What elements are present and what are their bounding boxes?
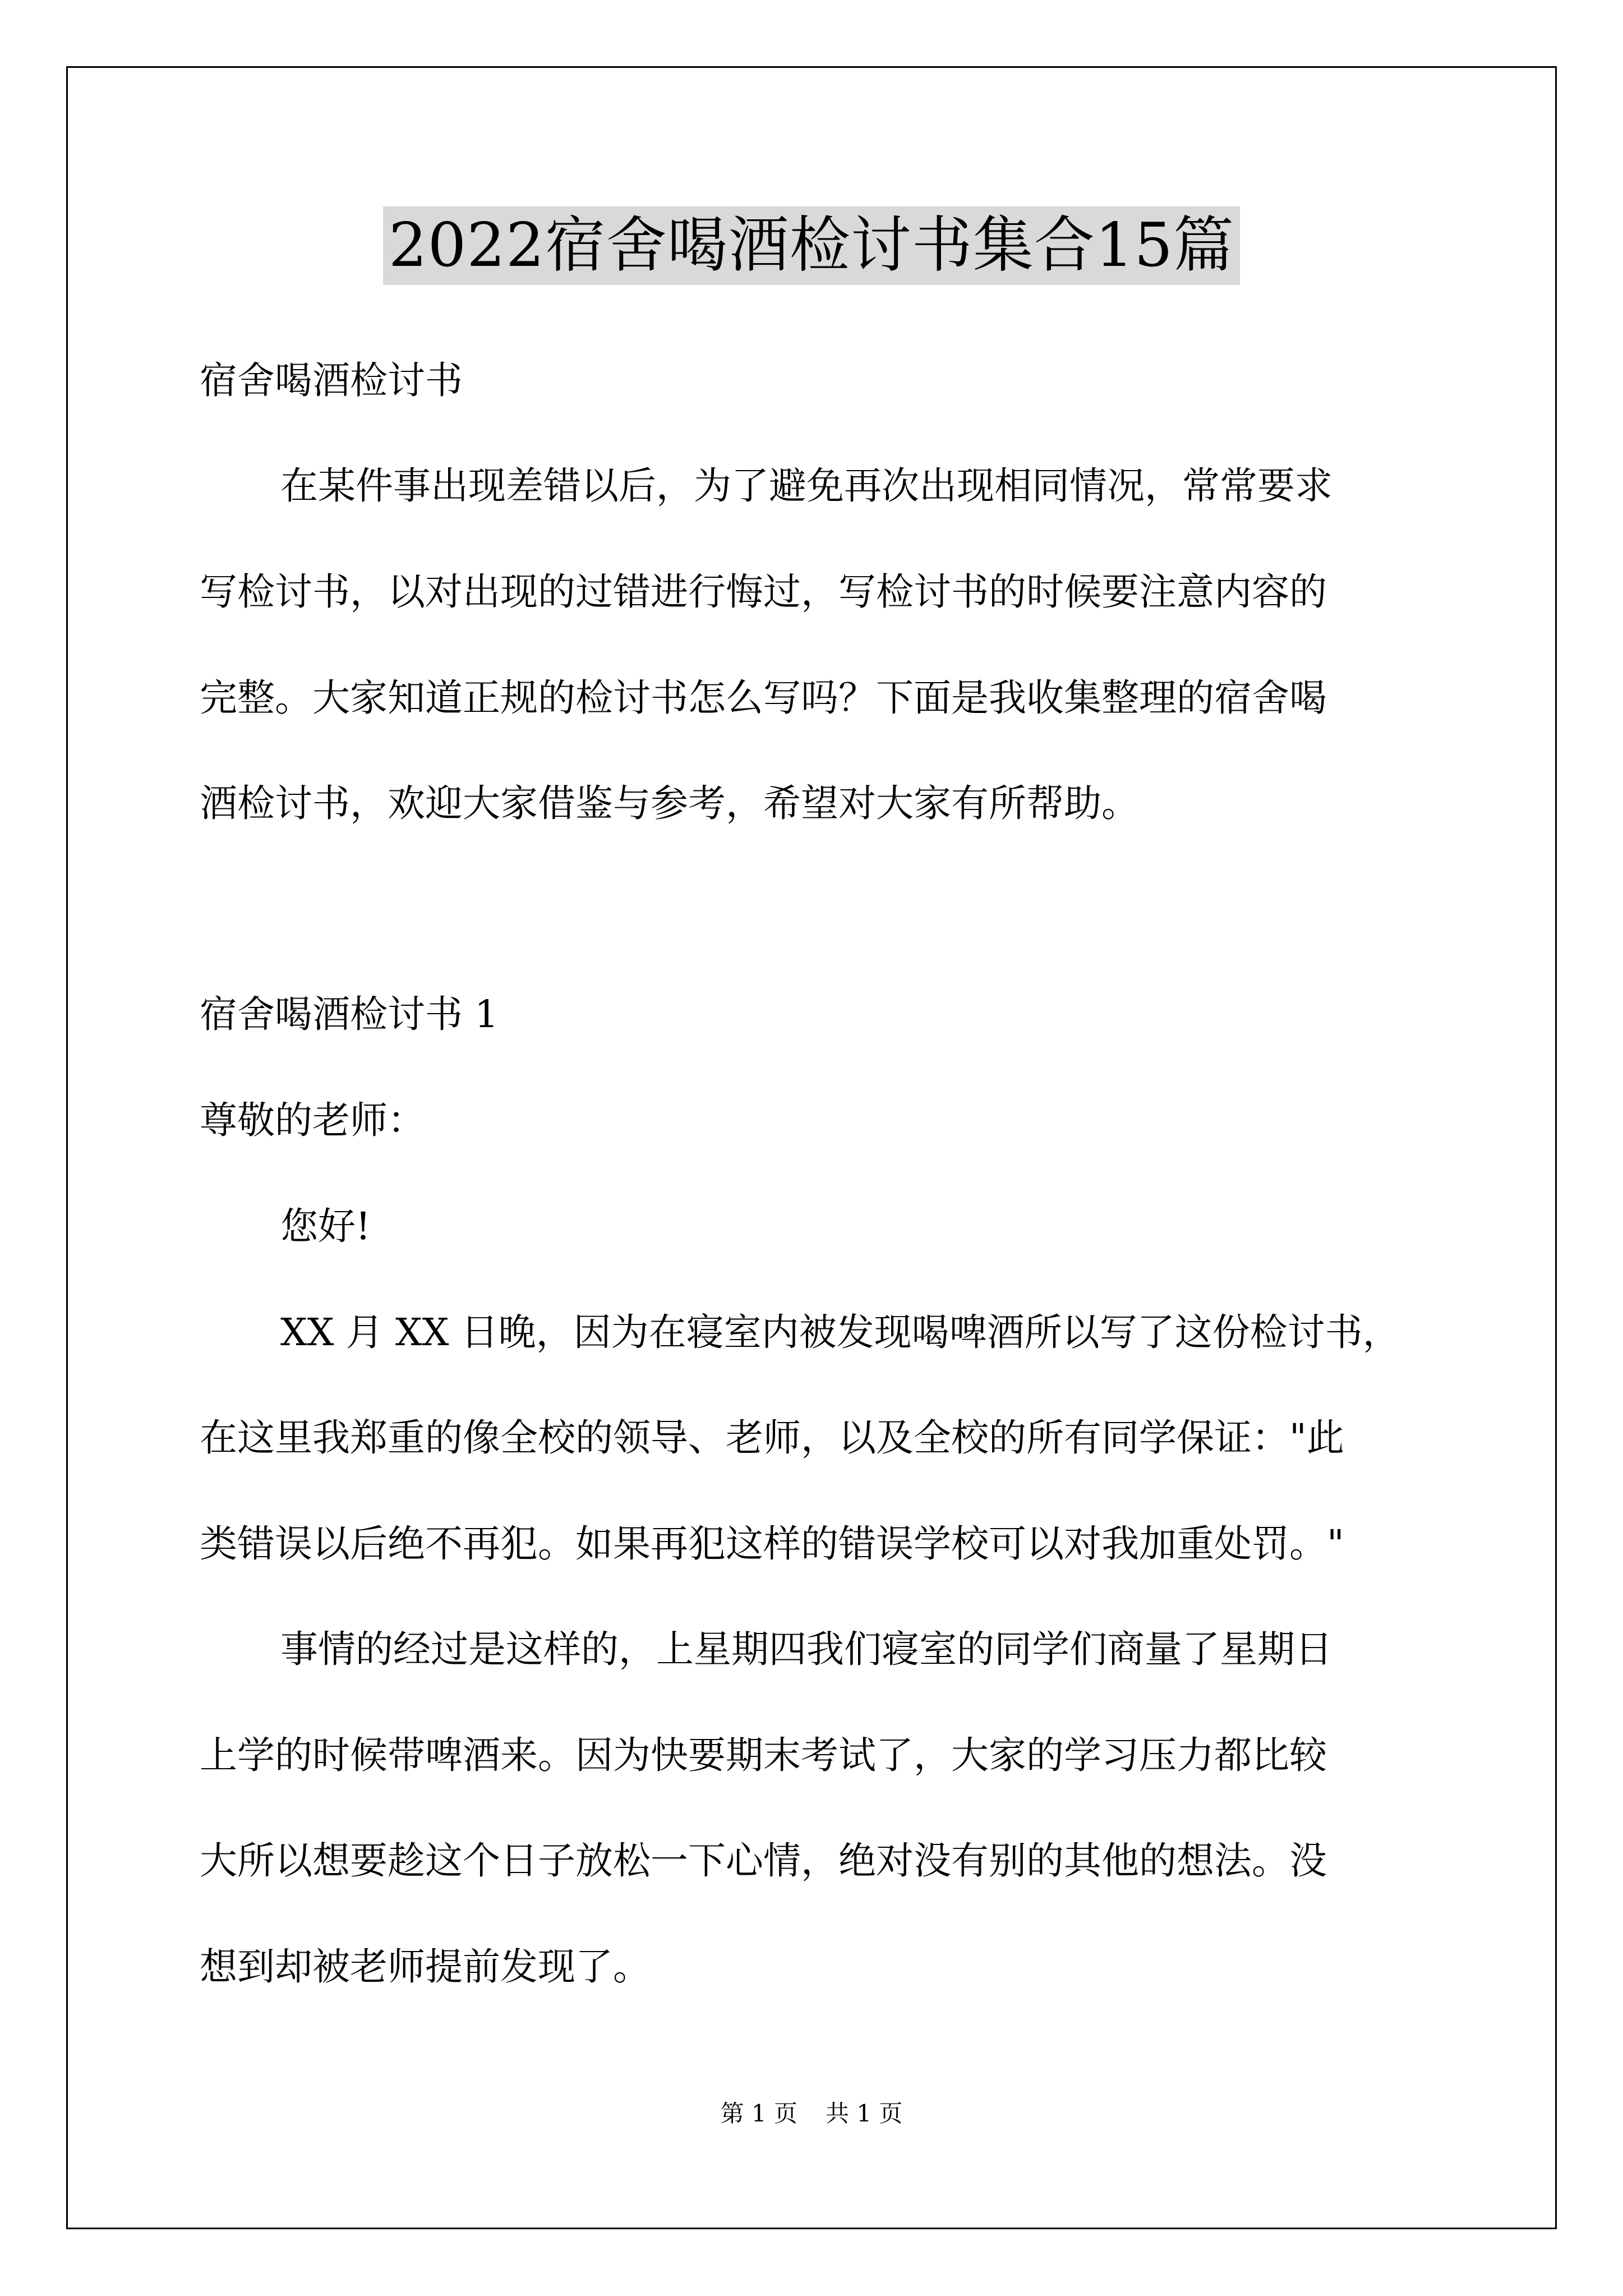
paragraph-line: 想到却被老师提前发现了。 — [200, 1945, 651, 1989]
document-title: 2022宿舍喝酒检讨书集合15篇 — [383, 206, 1240, 285]
intro-line: 写检讨书，以对出现的过错进行悔过，写检讨书的时候要注意内容的 — [200, 570, 1327, 614]
page-number-current: 第 1 页 — [720, 2100, 797, 2127]
page-number-total: 共 1 页 — [826, 2100, 903, 2127]
letter-heading: 宿舍喝酒检讨书 1 — [200, 992, 499, 1036]
paragraph-line: XX 月 XX 日晚，因为在寝室内被发现喝啤酒所以写了这份检讨书， — [280, 1310, 1400, 1354]
intro-line: 完整。大家知道正规的检讨书怎么写吗？下面是我收集整理的宿舍喝 — [200, 676, 1327, 720]
intro-line: 在某件事出现差错以后，为了避免再次出现相同情况，常常要求 — [280, 464, 1332, 508]
salutation: 尊敬的老师： — [200, 1098, 425, 1142]
paragraph-line: 在这里我郑重的像全校的领导、老师，以及全校的所有同学保证："此 — [200, 1416, 1344, 1460]
paragraph-line: 大所以想要趁这个日子放松一下心情，绝对没有别的其他的想法。没 — [200, 1839, 1327, 1883]
title-container — [0, 206, 1623, 285]
page-footer — [0, 2098, 1623, 2129]
greeting: 您好! — [280, 1204, 371, 1248]
paragraph-line: 事情的经过是这样的，上星期四我们寝室的同学们商量了星期日 — [280, 1627, 1332, 1671]
paragraph-line: 类错误以后绝不再犯。如果再犯这样的错误学校可以对我加重处罚。" — [200, 1522, 1344, 1566]
paragraph-line: 上学的时候带啤酒来。因为快要期末考试了，大家的学习压力都比较 — [200, 1733, 1327, 1777]
section-heading: 宿舍喝酒检讨书 — [200, 358, 463, 402]
intro-line: 酒检讨书，欢迎大家借鉴与参考，希望对大家有所帮助。 — [200, 781, 1139, 825]
